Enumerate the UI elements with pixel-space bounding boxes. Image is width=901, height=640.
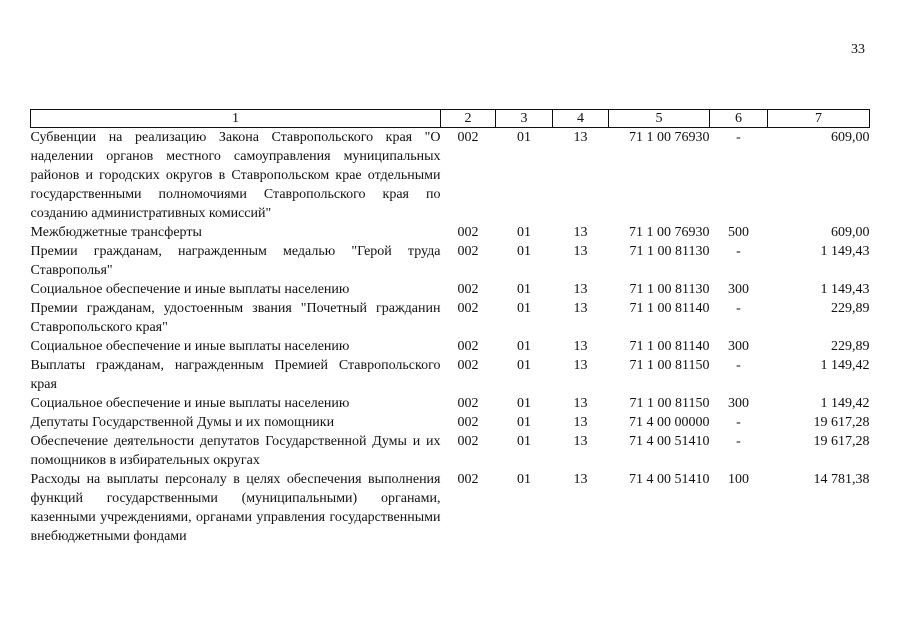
table-row — [31, 128, 870, 224]
header-col-3: 3 — [496, 110, 553, 128]
table-row — [31, 413, 870, 432]
row-col2: 002 — [457, 396, 479, 411]
row-col7: 229,89 — [831, 301, 870, 316]
header-col-6: 6 — [710, 110, 768, 128]
row-name: Социальное обеспечение и иные выплаты населению — [30, 282, 350, 297]
row-col7: 19 617,28 — [813, 434, 870, 449]
row-col7: 1 149,42 — [820, 358, 870, 373]
row-name: Премии гражданам, награжденным медалью "Герой труда Ставрополья" — [30, 244, 441, 278]
row-col5: 71 1 00 76930 — [629, 130, 710, 145]
row-col4: 13 — [573, 472, 588, 487]
row-col5: 71 1 00 81140 — [629, 301, 710, 316]
row-col2: 002 — [457, 358, 479, 373]
row-col5: 71 1 00 81140 — [629, 339, 710, 354]
row-col6: - — [736, 415, 741, 430]
header-col-7: 7 — [768, 110, 870, 128]
row-col4: 13 — [573, 244, 588, 259]
row-name: Выплаты гражданам, награжденным Премией Ставропольского края — [30, 358, 441, 392]
row-name: Социальное обеспечение и иные выплаты населению — [30, 339, 350, 354]
row-col5: 71 1 00 81130 — [629, 282, 710, 297]
row-col6: - — [736, 301, 741, 316]
row-col7: 229,89 — [831, 339, 870, 354]
row-col2: 002 — [457, 282, 479, 297]
row-col4: 13 — [573, 130, 588, 145]
row-col5: 71 1 00 81130 — [629, 244, 710, 259]
row-col2: 002 — [457, 244, 479, 259]
row-name: Субвенции на реализацию Закона Ставропольского края "О наделении органов местного самоуправления муниципальных районов и городских округов в Ставропольском крае отдельными государственными полномочиями Ставропольского края по созданию административных комиссий" — [30, 130, 441, 221]
table-row — [31, 337, 870, 356]
row-col7: 1 149,43 — [820, 282, 870, 297]
row-col4: 13 — [573, 301, 588, 316]
row-col7: 609,00 — [831, 225, 870, 240]
page-number: 33 — [851, 42, 865, 57]
row-col4: 13 — [573, 282, 588, 297]
budget-table — [30, 109, 870, 546]
row-col2: 002 — [457, 225, 479, 240]
row-col3: 01 — [517, 415, 531, 430]
header-row — [31, 110, 870, 128]
row-col2: 002 — [457, 301, 479, 316]
row-col6: 300 — [728, 282, 749, 297]
row-col2: 002 — [457, 472, 479, 487]
row-col2: 002 — [457, 415, 479, 430]
row-col7: 1 149,43 — [820, 244, 870, 259]
row-col3: 01 — [517, 244, 531, 259]
row-col5: 71 1 00 81150 — [629, 358, 710, 373]
row-name: Расходы на выплаты персоналу в целях обеспечения выполнения функций государственными (муниципальными) органами, казенными учреждениями, органами управления государственными внебюджетными фондами — [30, 472, 441, 544]
row-col3: 01 — [517, 339, 531, 354]
row-col3: 01 — [517, 396, 531, 411]
table-row — [31, 470, 870, 546]
row-col6: 100 — [728, 472, 749, 487]
table-row — [31, 299, 870, 337]
row-col3: 01 — [517, 282, 531, 297]
row-col6: - — [736, 358, 741, 373]
row-col7: 1 149,42 — [820, 396, 870, 411]
header-col-1: 1 — [31, 110, 441, 128]
row-name: Социальное обеспечение и иные выплаты населению — [30, 396, 350, 411]
row-col7: 19 617,28 — [813, 415, 870, 430]
row-col3: 01 — [517, 358, 531, 373]
table-row — [31, 242, 870, 280]
table-row — [31, 223, 870, 242]
header-col-4: 4 — [553, 110, 609, 128]
row-col5: 71 4 00 51410 — [629, 434, 710, 449]
row-col3: 01 — [517, 130, 531, 145]
row-col7: 609,00 — [831, 130, 870, 145]
row-col3: 01 — [517, 225, 531, 240]
header-col-5: 5 — [609, 110, 710, 128]
table-row — [31, 356, 870, 394]
row-col2: 002 — [457, 434, 479, 449]
row-col4: 13 — [573, 396, 588, 411]
row-name: Межбюджетные трансферты — [30, 225, 202, 240]
row-col4: 13 — [573, 415, 588, 430]
row-col6: - — [736, 244, 741, 259]
row-col5: 71 4 00 51410 — [629, 472, 710, 487]
row-name: Премии гражданам, удостоенным звания "Почетный гражданин Ставропольского края" — [30, 301, 441, 335]
row-col3: 01 — [517, 301, 531, 316]
row-col5: 71 1 00 81150 — [629, 396, 710, 411]
table-row — [31, 280, 870, 299]
row-col3: 01 — [517, 472, 531, 487]
row-col7: 14 781,38 — [813, 472, 870, 487]
row-col3: 01 — [517, 434, 531, 449]
row-name: Обеспечение деятельности депутатов Государственной Думы и их помощников в избирательных округах — [30, 434, 441, 468]
row-col2: 002 — [457, 339, 479, 354]
row-name: Депутаты Государственной Думы и их помощники — [30, 415, 335, 430]
row-col4: 13 — [573, 225, 588, 240]
row-col2: 002 — [457, 130, 479, 145]
row-col4: 13 — [573, 434, 588, 449]
row-col4: 13 — [573, 358, 588, 373]
row-col6: 300 — [728, 396, 749, 411]
row-col6: - — [736, 434, 741, 449]
row-col5: 71 4 00 00000 — [629, 415, 710, 430]
row-col4: 13 — [573, 339, 588, 354]
row-col5: 71 1 00 76930 — [629, 225, 710, 240]
row-col6: 300 — [728, 339, 749, 354]
row-col6: 500 — [728, 225, 749, 240]
header-col-2: 2 — [441, 110, 496, 128]
row-col6: - — [736, 130, 741, 145]
table-row — [31, 432, 870, 470]
table-row — [31, 394, 870, 413]
